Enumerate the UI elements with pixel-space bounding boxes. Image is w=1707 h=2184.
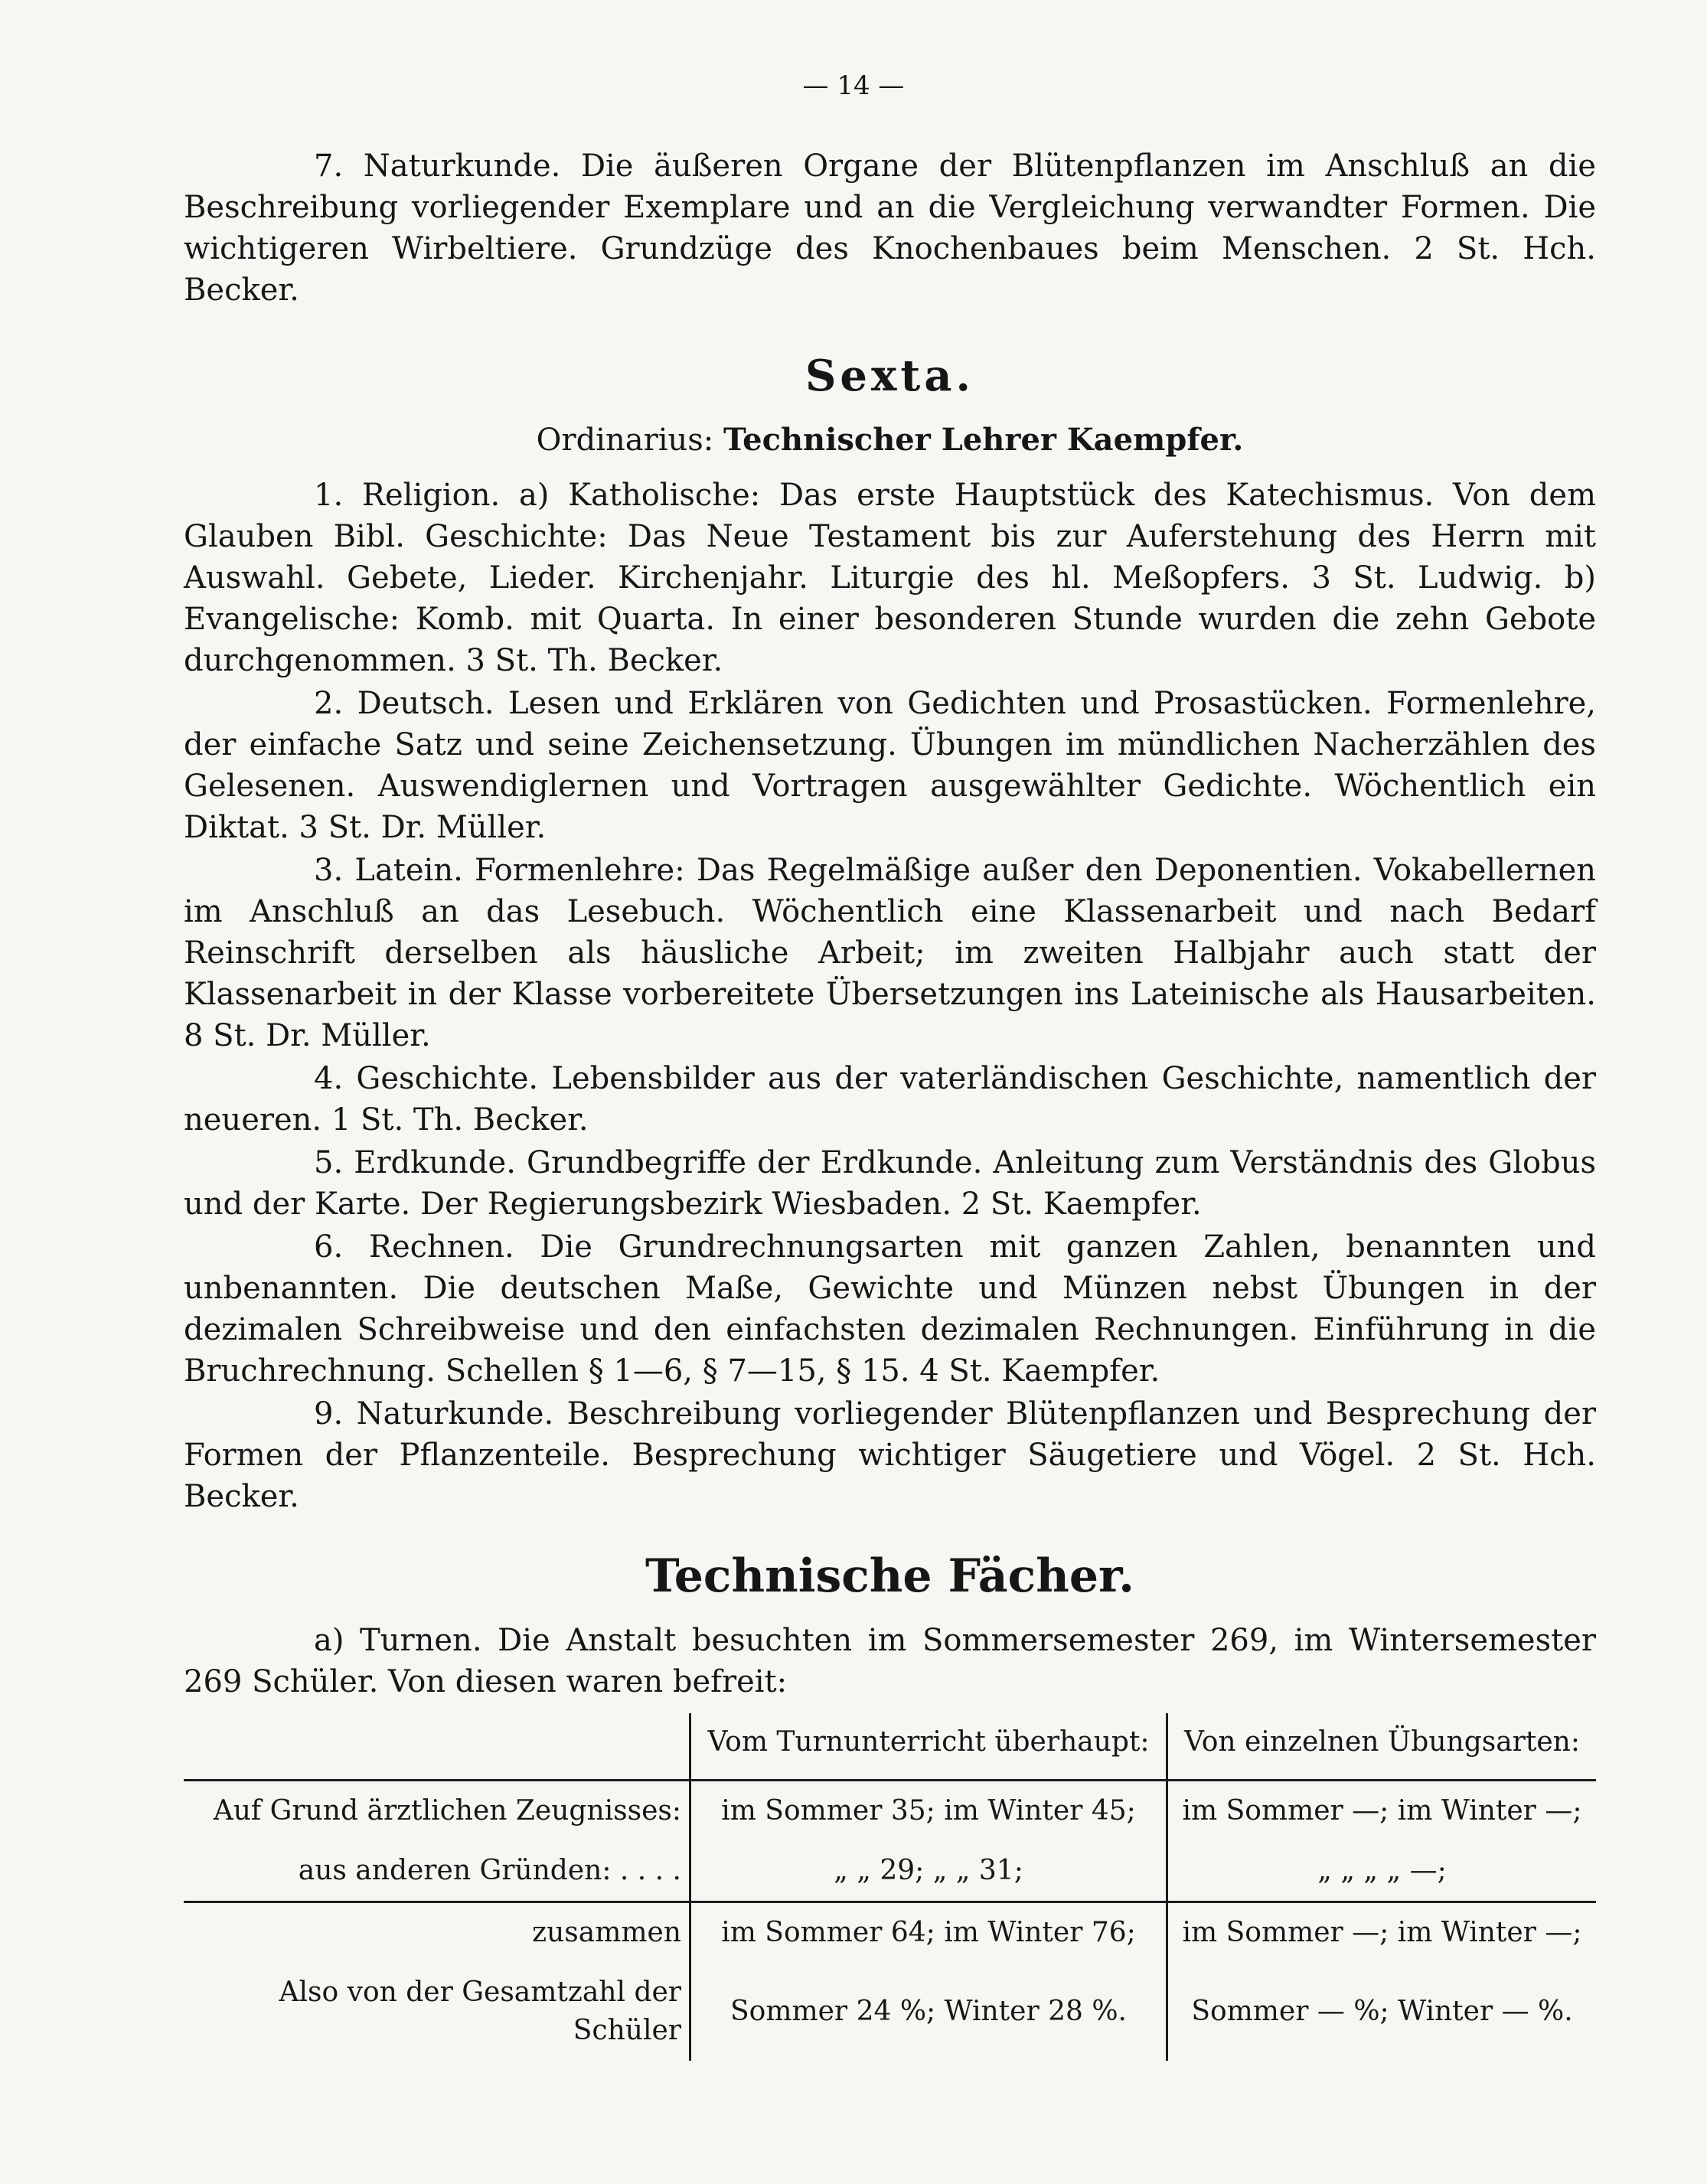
table-cell: im Sommer 35; im Winter 45; xyxy=(690,1781,1167,1842)
page-number: — 14 — xyxy=(802,70,905,101)
table-cell: im Sommer —; im Winter —; xyxy=(1182,1795,1582,1827)
table-cell: Sommer 24 %; Winter 28 %. xyxy=(690,1963,1167,2061)
table-cell: „ „ 29; „ „ 31; xyxy=(690,1841,1167,1902)
table-header-row xyxy=(184,1713,1596,1781)
ordinarius-line xyxy=(184,419,1596,461)
paragraph-rechnen: 6. Rechnen. Die Grundrechnungsarten mit ganzen Zahlen, benannten und unbenannten. Die deutschen Maße, Gewichte und Münzen nebst Übungen in der dezimalen Schreibweise und den einfachsten dezimalen Rechnungen. Einführung in die Bruchrechnung. Schellen § 1—6, § 7—15, § 15. 4 St. Kaempfer. xyxy=(184,1229,1596,1389)
page-body xyxy=(184,145,1596,2061)
table-cell: aus anderen Gründen: . . . . xyxy=(184,1841,690,1902)
paragraph-naturkunde-sexta: 9. Naturkunde. Beschreibung vorliegender Blütenpflanzen und Besprechung der Formen der Pflanzenteile. Besprechung wichtiger Säugetiere und Vögel. 2 St. Hch. Becker. xyxy=(184,1396,1596,1514)
table-cell: „ „ „ „ —; xyxy=(1317,1855,1447,1886)
paragraph-naturkunde-quinta: 7. Naturkunde. Die äußeren Organe der Blütenpflanzen im Anschluß an die Beschreibung vorliegender Exemplare und an die Vergleichung verwandter Formen. Die wichtigeren Wirbeltiere. Grundzüge des Knochenbaues beim Menschen. 2 St. Hch. Becker. xyxy=(184,149,1596,308)
section-heading-technische-faecher: Technische Fächer. xyxy=(645,1549,1135,1603)
table-header-overall: Vom Turnunterricht überhaupt: xyxy=(690,1713,1167,1781)
table-row xyxy=(184,1841,1596,1902)
paragraph-geschichte: 4. Geschichte. Lebensbilder aus der vaterländischen Geschichte, namentlich der neueren. 1 St. Th. Becker. xyxy=(184,1061,1596,1138)
paragraph-deutsch: 2. Deutsch. Lesen und Erklären von Gedichten und Prosastücken. Formenlehre, der einfache Satz und seine Zeichensetzung. Übungen im mündlichen Nacherzählen des Gelesenen. Auswendiglernen und Vortragen ausgewählter Gedichte. Wöchentlich ein Diktat. 3 St. Dr. Müller. xyxy=(184,686,1596,845)
table-cell: Sommer — %; Winter — %. xyxy=(1191,1996,1573,2027)
table-row xyxy=(184,1781,1596,1842)
table-row xyxy=(184,1902,1596,1964)
paragraph-erdkunde: 5. Erdkunde. Grundbegriffe der Erdkunde. Anleitung zum Verständnis des Globus und der Karte. Der Regierungsbezirk Wiesbaden. 2 St. Kaempfer. xyxy=(184,1145,1596,1222)
paragraph-religion: 1. Religion. a) Katholische: Das erste Hauptstück des Katechismus. Von dem Glauben Bibl. Geschichte: Das Neue Testament bis zur Auferstehung des Herrn mit Auswahl. Gebete, Lieder. Kirchenjahr. Liturgie des hl. Meßopfers. 3 St. Ludwig. b) Evangelische: Komb. mit Quarta. In einer besonderen Stunde wurden die zehn Gebote durchgenommen. 3 St. Th. Becker. xyxy=(184,478,1596,678)
table-header-partial: Von einzelnen Übungsarten: xyxy=(1184,1726,1580,1758)
paragraph-latein: 3. Latein. Formenlehre: Das Regelmäßige außer den Deponentien. Vokabellernen im Anschluß an das Lesebuch. Wöchentlich eine Klassenarbeit und nach Bedarf Reinschrift derselben als häusliche Arbeit; im zweiten Halbjahr auch statt der Klassenarbeit in der Klasse vorbereitete Übersetzungen ins Lateinische als Hausarbeiten. 8 St. Dr. Müller. xyxy=(184,853,1596,1053)
ordinarius-name: Technischer Lehrer Kaempfer. xyxy=(723,422,1244,458)
paragraph-turnen-intro: a) Turnen. Die Anstalt besuchten im Sommersemester 269, im Wintersemester 269 Schüler. Von diesen waren befreit: xyxy=(184,1623,1596,1699)
table-cell: im Sommer 64; im Winter 76; xyxy=(690,1902,1167,1964)
ordinarius-label: Ordinarius: xyxy=(536,423,714,458)
table-header-empty xyxy=(184,1713,690,1781)
exemption-table xyxy=(184,1713,1596,2061)
section-heading-sexta: Sexta. xyxy=(805,351,975,401)
table-cell: Auf Grund ärztlichen Zeugnisses: xyxy=(184,1781,690,1842)
table-cell: im Sommer —; im Winter —; xyxy=(1167,1902,1597,1964)
table-cell: Also von der Gesamtzahl der Schüler xyxy=(184,1963,690,2061)
table-row xyxy=(184,1963,1596,2061)
table-cell: zusammen xyxy=(184,1902,690,1964)
